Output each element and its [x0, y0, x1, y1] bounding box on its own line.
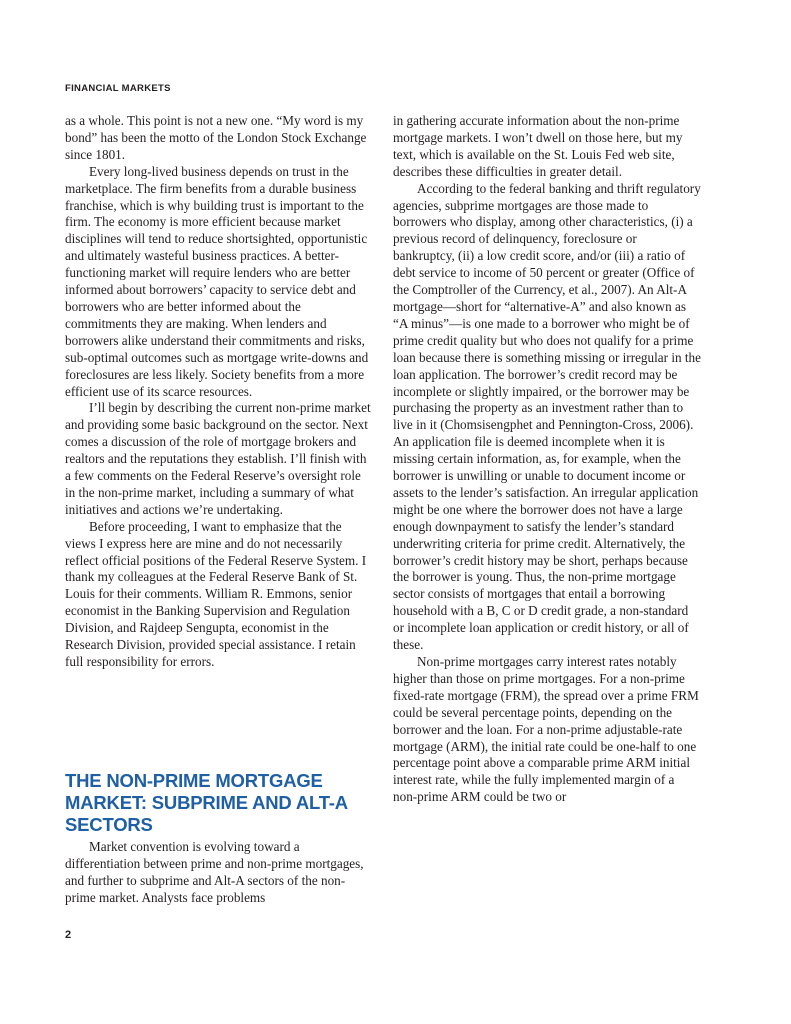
running-head: FINANCIAL MARKETS [65, 83, 171, 94]
page-number: 2 [65, 929, 72, 941]
right-column [393, 113, 701, 806]
left-paragraph-1: as a whole. This point is not a new one. “My word is my bond” has been the motto of the London Stock Exchange since 1801. [65, 113, 367, 162]
left-paragraph-3: I’ll begin by describing the current non-prime market and providing some basic background on the sector. Next comes a discussion of the role of mortgage brokers and realtors and the reputations they establish. I’ll finish with a few comments on the Federal Reserve’s oversight role in the non-prime market, including a summary of what initiatives and actions we’re undertaking. [65, 400, 371, 517]
section-heading: THE NON-PRIME MORTGAGE MARKET: SUBPRIME AND ALT-A SECTORS [65, 770, 348, 835]
left-paragraph-2: Every long-lived business depends on trust in the marketplace. The firm benefits from a durable business franchise, which is why building trust is important to the firm. The economy is more efficient because market disciplines will tend to reduce shortsighted, opportunistic and ultimately wasteful business practices. A better-functioning market will require lenders who are better informed about borrowers’ capacity to service debt and borrowers who are better informed about the commitments they are making. When lenders and borrowers alike understand their commitments and risks, sub-optimal outcomes such as mortgage write-downs and foreclosures are less likely. Society benefits from a more efficient use of its scarce resources. [65, 163, 369, 399]
right-paragraph-3: Non-prime mortgages carry interest rates notably higher than those on prime mortgages. For a non-prime fixed-rate mortgage (FRM), the spread over a prime FRM could be several percentage points, depending on the borrower and the loan. For a non-prime adjustable-rate mortgage (ARM), the initial rate could be one-half to one percentage point above a comparable prime ARM initial interest rate, while the fully implemented margin of a non-prime ARM could be two or [393, 654, 699, 805]
right-paragraph-2: According to the federal banking and thrift regulatory agencies, subprime mortgages are those made to borrowers who display, among other characteristics, (i) a previous record of delinquency, foreclosure or bankruptcy, (ii) a low credit score, and/or (iii) a ratio of debt service to income of 50 percent or greater (Office of the Comptroller of the Currency, et al., 2007). An Alt-A mortgage—short for “alternative-A” and also known as “A minus”—is one made to a borrower who might be of prime credit quality but who does not qualify for a prime loan because there is something missing or irregular in the loan application. The borrower’s credit record may be incomplete or slightly impaired, or the borrower may be purchasing the property as an investment rather than to live in it (Chomsisengphet and Pennington-Cross, 2006). An application file is deemed incomplete when it is missing certain information, as, for example, when the borrower is unwilling or unable to document income or assets to the lender’s satisfaction. An irregular application might be one where the borrower does not have a large enough downpayment to satisfy the lender’s standard underwriting criteria for prime credit. Alternatively, the borrower’s credit history may be short, perhaps because the borrower is young. Thus, the non-prime mortgage sector consists of mortgages that entail a borrowing household with a B, C or D credit grade, a non-standard or incomplete loan application or credit history, or all of these. [393, 180, 701, 653]
section-body [65, 839, 373, 907]
left-paragraph-4: Before proceeding, I want to emphasize that the views I express here are mine and do not necessarily reflect official positions of the Federal Reserve System. I thank my colleagues at the Federal Reserve Bank of St. Louis for their comments. William R. Emmons, senior economist in the Banking Supervision and Regulation Division, and Rajdeep Sengupta, economist in the Research Division, provided special assistance. I retain full responsibility for errors. [65, 518, 367, 669]
right-paragraph-1: in gathering accurate information about the non-prime mortgage markets. I won’t dwell on those here, but my text, which is available on the St. Louis Fed web site, describes these difficulties in greater detail. [393, 113, 683, 179]
section-paragraph: Market convention is evolving toward a differentiation between prime and non-prime mortgages, and further to subprime and Alt-A sectors of the non-prime market. Analysts face problems [65, 839, 364, 905]
left-column [65, 113, 373, 671]
